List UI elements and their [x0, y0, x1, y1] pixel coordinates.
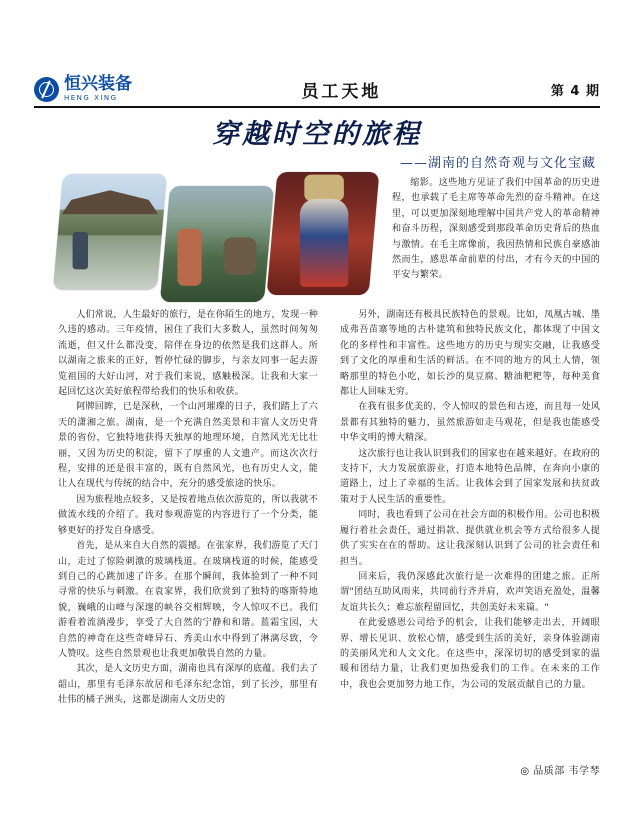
masthead: [34, 72, 600, 106]
page-subtitle: [34, 152, 600, 171]
paragraph: 这次旅行也让我认识到我们的国家也在越来越好。在政府的支持下，大力发展旅游业，打造本地特色品牌，在奔向小康的道路上，过上了幸福的生活。让我体会到了国家发展和扶贫政策对于人民生活的重要性。: [340, 448, 600, 505]
article-byline: ◎ 品质部 韦学琴: [520, 766, 600, 777]
photo-ethnic-costume: [267, 172, 380, 295]
brand-logo: [34, 76, 132, 102]
brand-name-cn: 恒兴装备: [64, 74, 132, 94]
article-column-left: [58, 308, 318, 709]
brand-text: [64, 76, 132, 102]
paragraph: 在我有很多优美的、令人惊叹的景色和古迹，而且每一处风景都有其独特的魅力，虽然旅游如走马观花，但是我也能感受中华文明的博大精深。: [340, 402, 600, 444]
paragraph: 回来后，我仍深感此次旅行是一次难得的团建之旅。正所谓"团结互助风雨来，共同前行齐并肩，欢声笑语充盈处，温馨友谊共长久；难忘旅程留回忆，共创美好未来篇。": [340, 571, 600, 613]
section-title: 员工天地: [301, 81, 382, 102]
article-column-right-top: [392, 176, 600, 284]
paragraph: 另外，湖南还有极具民族特色的景观。比如，凤凰古城、墨成弗吾苗寨等地的古朴建筑和独特民族文化，都体现了中国文化的多样性和丰富性。这些地方的历史与现实交融，让我感受到了文化的厚重和生活的鲜活。在不同的地方的风土人情，领略那里的特色小吃，如长沙的臭豆腐、糖油粑粑等，每种美食都让人回味无穷。: [340, 310, 600, 398]
paragraph: 在此爱感恩公司给予的机会，让我们能够走出去，开阔眼界、增长见识、放松心情，感受到生活的美好，亲身体验湖南的美丽风光和人文文化。在这些中，深深切切的感受到家的温暖和团结力量，让我们更加热爱我们的工作。在未来的工作中，我也会更加努力地工作，为公司的发展贡献自己的力量。: [340, 618, 600, 690]
page-title: 穿越时空的旅程: [212, 119, 422, 150]
paragraph: 缩影。这些地方见证了我们中国革命的历史进程，也承载了毛主席等革命先烈的奋斗精神。在这里，可以更加深刻地理解中国共产党人的革命精神和奋斗历程，深刻感受到那段革命历史背后的热血与激情。在毛主席像前，我因热情和民族自豪感油然而生，感思革命前辈的付出，才有今天的中国的平安与繁荣。: [392, 178, 600, 281]
paragraph: 首先，是从来自大自然的震撼。在张家界，我们游览了天门山，走过了惊险刺激的玻璃栈道。在玻璃栈道的时候，能感受到自己的心跳加速了许多。在那个瞬间，我体验到了一种不同寻常的快乐与刺激。在袁家界，我们欣赏到了独特的喀斯特地貌，巍峨的山峰与深邃的峡谷交相辉映，令人惊叹不已。我们游看着流淌漫步，享受了大自然的宁静和和谐。蓝霜宝园，大自然的神奇在这些奇峰异石、秀美山水中得到了淋漓尽致，令人赞叹。这些自然景观也让我更加敬畏自然的力量。: [58, 541, 318, 659]
article-column-right: [340, 308, 600, 693]
paragraph: 阿牌回眸，已是深秋，一个山河璀璨的日子，我们踏上了六天的潇湘之旅。湖南，是一个充满自然美景和丰富人文历史背景的省份，它独特地获得天独厚的地理环境，自然风光无比壮丽，又因为历史的积淀，留下了厚重的人文遗产。而这次次行程，安排的还是很丰富的，既有自然风光，也有历史人文，能让人在现代与传统的结合中，充分的感受旅途的快乐。: [58, 402, 318, 490]
paragraph: 其次，是人文历史方面，湖南也具有深厚的底蕴。我们去了韶山，那里有毛泽东故居和毛泽东纪念馆，到了长沙，那里有壮伟的橘子洲头，这都是湖南人文历史的: [58, 664, 318, 706]
paragraph: 因为旅程地点较多，又是按着地点依次游览的，所以我就不做流水线的介绍了。我对参观游览的内容进行了一个分类，能够更好的抒发自身感受。: [58, 494, 318, 536]
photo-collage: [58, 172, 374, 297]
photo-monkey-park: [160, 186, 274, 302]
paragraph: 同时，我也看到了公司在社会方面的积极作用。公司也积极履行着社会责任，通过捐款、提供就业机会等方式给很多人提供了实实在在的帮助。这让我深刻认识到了公司的社会责任和担当。: [340, 510, 600, 567]
page-subtitle-text: ——湖南的自然奇观与文化宝藏: [399, 156, 596, 171]
circle-logo-icon: [34, 77, 59, 102]
photo-ancient-town: [53, 174, 167, 290]
paragraph: 人们常说，人生最好的旅行，是在你陌生的地方，发现一种久违的感动。三年疫情，困住了我们大多数人，虽然时间匆匆流逝，但又什么都没变，陪伴在身边的依然是我们这群人。所以湖南之旅来的正好，暂停忙碌的脚步，与亲友同事一起去游览祖国的大好山河，对于我们来说，感触极深。让我和大家一起回忆这次美好旅程带给我们的快乐和收获。: [58, 310, 318, 398]
issue-number: 第 4 期: [550, 83, 600, 99]
brand-name-en: HENG XING: [64, 94, 118, 102]
header-divider: [34, 106, 600, 108]
